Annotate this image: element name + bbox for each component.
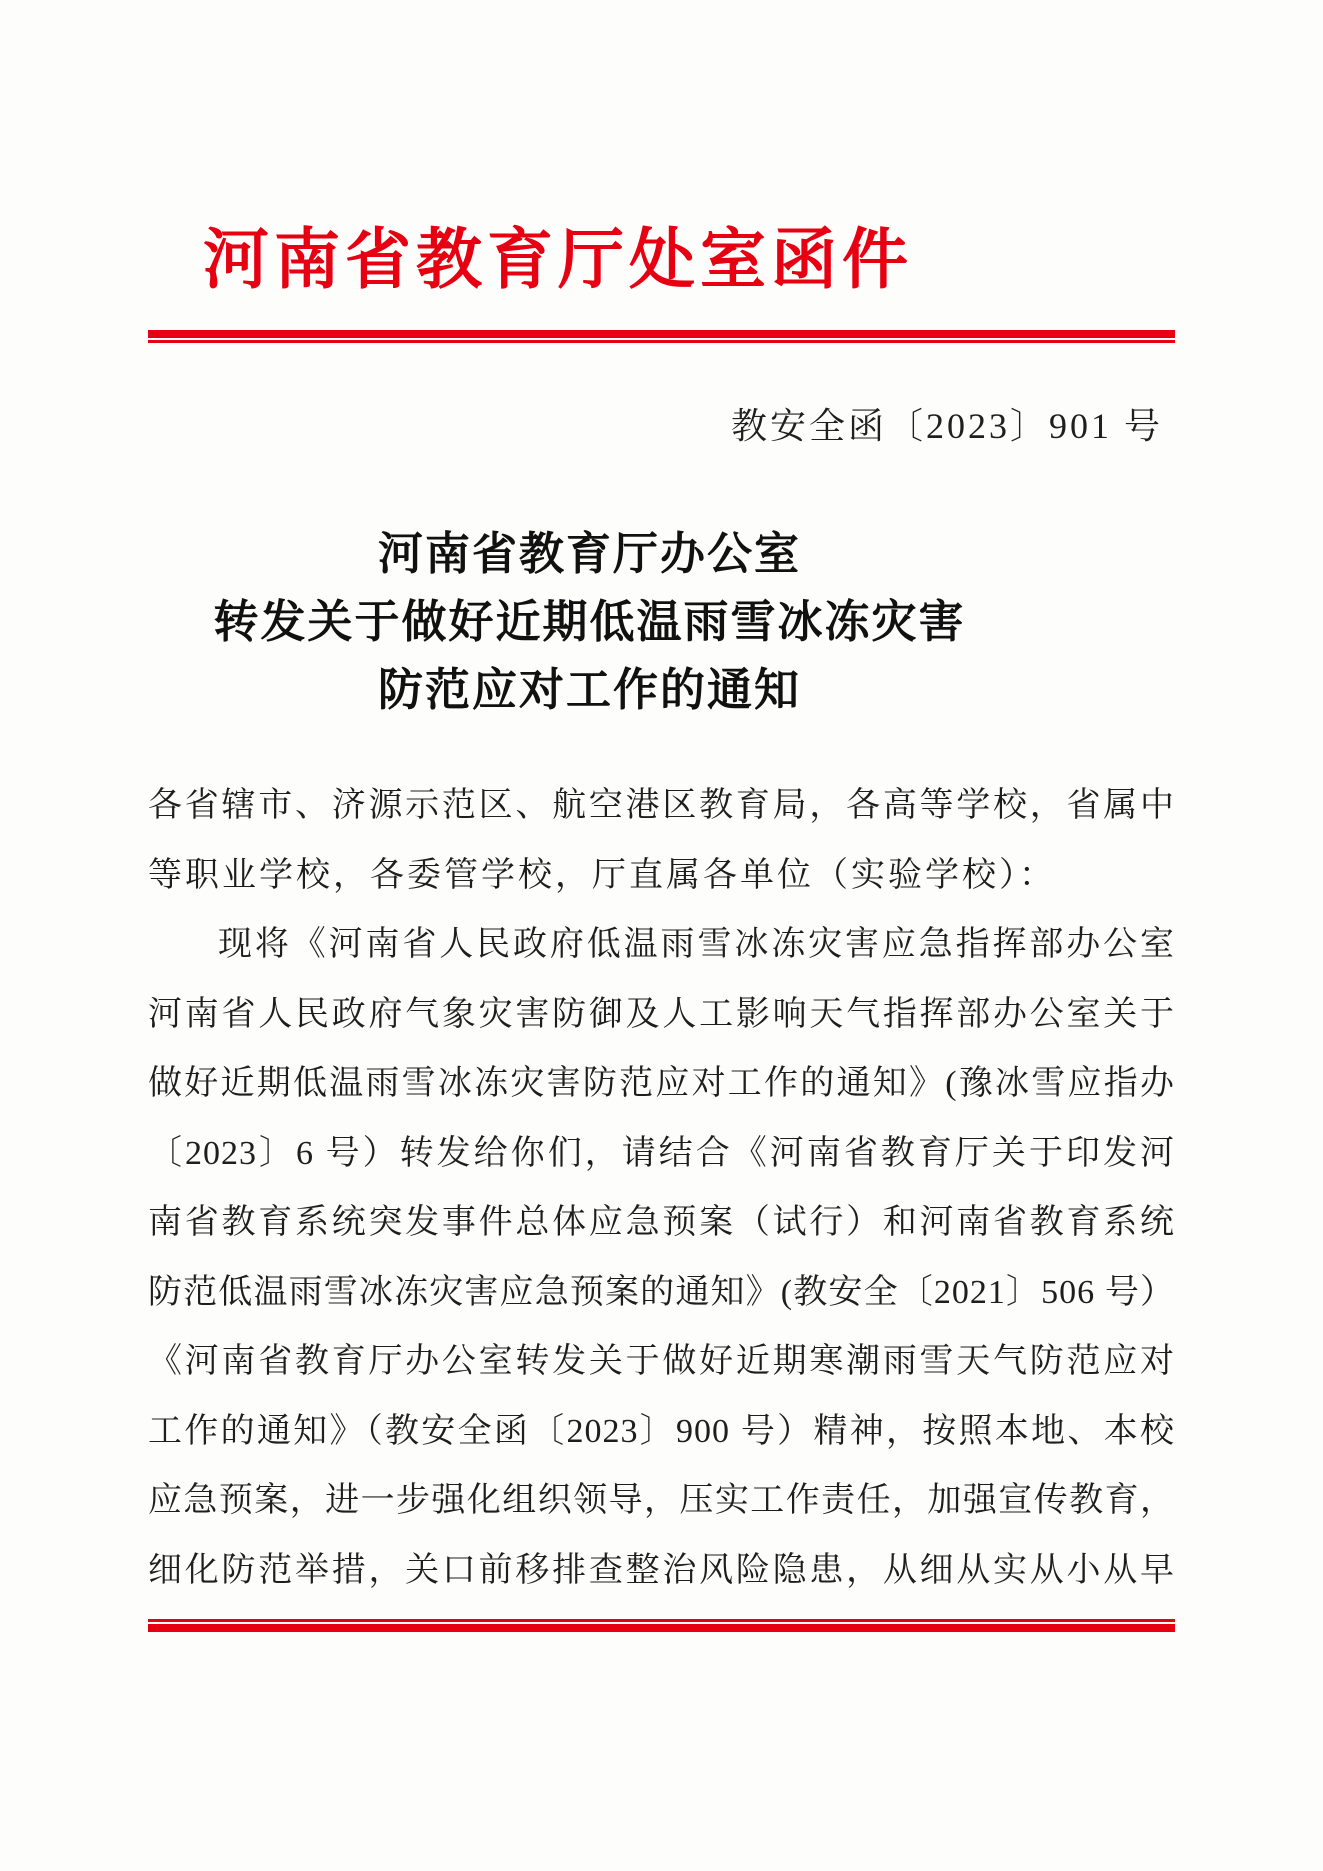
red-separator-top [148,330,1175,343]
red-separator-bottom [148,1619,1175,1632]
letterhead-banner-title: 河南省教育厅处室函件 [203,224,913,297]
body-line: 应急预案，进一步强化组织领导，压实工作责任，加强宣传教育， [148,1482,1175,1519]
document-title [76,520,1103,724]
body-line: 〔2023〕6 号）转发给你们，请结合《河南省教育厅关于印发河 [148,1134,1175,1172]
document-body [148,771,1175,1605]
body-line: 现将《河南省人民政府低温雨雪冰冻灾害应急指挥部办公室 [218,926,1175,963]
document-reference-number: 教安全函〔2023〕901 号 [730,406,1163,446]
body-line: 各省辖市、济源示范区、航空港区教育局，各高等学校，省属中 [148,787,1175,824]
body-line: 南省教育系统突发事件总体应急预案（试行）和河南省教育系统 [148,1204,1175,1241]
body-line: 工作的通知》（教安全函〔2023〕900 号）精神，按照本地、本校 [148,1412,1175,1450]
document-title-line-1: 河南省教育厅办公室 [377,529,801,579]
body-line: 做好近期低温雨雪冰冻灾害防范应对工作的通知》(豫冰雪应指办 [148,1065,1175,1102]
body-line: 防范低温雨雪冰冻灾害应急预案的通知》(教安全〔2021〕506 号） [148,1273,1175,1311]
body-line: 《河南省教育厅办公室转发关于做好近期寒潮雨雪天气防范应对 [148,1343,1175,1380]
document-title-line-2: 转发关于做好近期低温雨雪冰冻灾害 [213,597,966,647]
document-title-line-3: 防范应对工作的通知 [377,665,801,715]
body-line: 河南省人民政府气象灾害防御及人工影响天气指挥部办公室关于 [148,995,1175,1033]
body-line: 细化防范举措，关口前移排查整治风险隐患，从细从实从小从早 [148,1551,1175,1589]
body-line: 等职业学校，各委管学校，厅直属各单位（实验学校）： [148,856,1056,894]
